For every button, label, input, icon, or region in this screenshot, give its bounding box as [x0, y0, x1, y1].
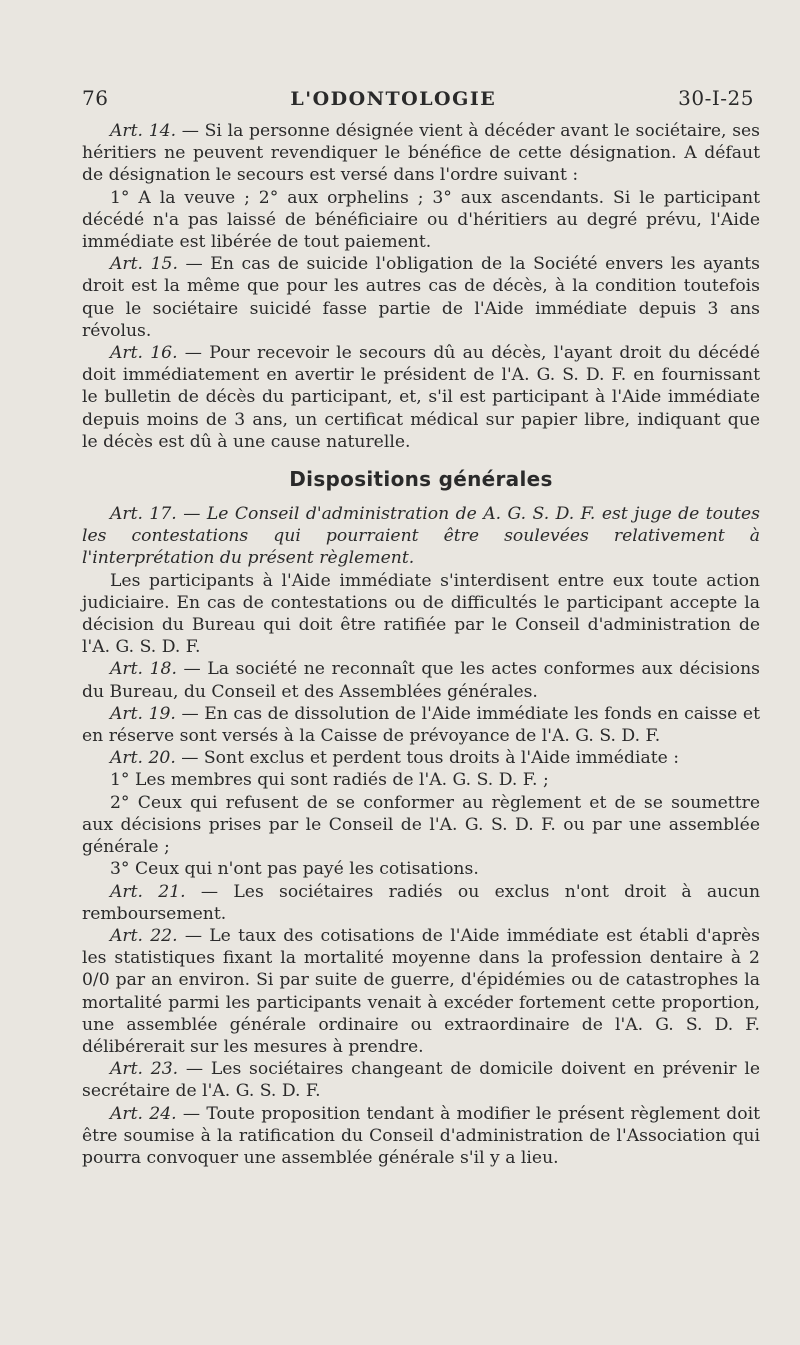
article-paragraph [82, 1103, 760, 1170]
article-paragraph [82, 187, 760, 254]
article-text: — Le taux des cotisations de l'Aide immédiate est établi d'après les statistiques fixant la mortalité moyenne dans la profession dentaire à 2 0/0 par an environ. Si par suite de guerre, d'épidémies ou de catastrophes la mortalité parmi les participants venait à excéder fortement cette proportion, une assemblée générale ordinaire ou extraordinaire de l'A. G. S. D. F. délibérerait sur les mesures à prendre. [82, 925, 760, 1057]
article-number: Art. 16. [110, 343, 178, 364]
issue-date: 30-I-25 [678, 86, 754, 110]
article-text: 3° Ceux qui n'ont pas payé les cotisations. [110, 859, 479, 880]
article-text: — Les sociétaires changeant de domicile doivent en prévenir le secrétaire de l'A. G. S. D. F. [82, 1059, 761, 1102]
article-paragraph [82, 925, 760, 1058]
journal-title: L'ODONTOLOGIE [290, 88, 497, 110]
article-text: — Pour recevoir le secours dû au décès, l'ayant droit du décédé doit immédiatement en avertir le président de l'A. G. S. D. F. en fournissant le bulletin de décès du participant, et, s'il est participant à l'Aide immédiate depuis moins de 3 ans, un certificat médical sur papier libre, indiquant que le décès est dû à une cause naturelle. [82, 343, 761, 452]
article-paragraph [82, 570, 760, 659]
article-text: — Si la personne désignée vient à décéder avant le sociétaire, ses héritiers ne peuvent revendiquer le bénéfice de cette désignation. A défaut de désignation le secours est versé dans l'ordre suivant : [82, 121, 761, 186]
article-text: 2° Ceux qui refusent de se conformer au règlement et de se soumettre aux décisions prises par le Conseil de l'A. G. S. D. F. ou par une assemblée générale ; [82, 792, 760, 858]
article-number: Art. 14. [110, 121, 177, 141]
article-text: — La société ne reconnaît que les actes conformes aux décisions du Bureau, du Conseil et des Assemblées générales. [82, 659, 760, 702]
article-text: — En cas de suicide l'obligation de la Société envers les ayants droit est la même que pour les autres cas de décès, à la condition toutefois que le sociétaire suicidé fasse partie de l'Aide immédiate depuis 3 ans révolus. [82, 254, 760, 341]
article-paragraph [82, 503, 760, 570]
article-number: Art. 15. [110, 254, 178, 275]
section-heading: Dispositions générales [289, 467, 553, 492]
articles-block-1 [82, 120, 760, 453]
article-paragraph [82, 120, 760, 187]
article-number: Art. 20. [110, 748, 176, 769]
article-number: Art. 23. [110, 1059, 179, 1080]
article-paragraph [82, 747, 760, 769]
article-text: — Toute proposition tendant à modifier le présent règlement doit être soumise à la ratification du Conseil d'administration de l'Association qui pourra convoquer une assemblée générale s'il y a lieu. [82, 1103, 761, 1168]
article-paragraph [82, 769, 760, 791]
article-paragraph [82, 703, 760, 747]
article-number: Art. 22. [110, 925, 178, 946]
article-paragraph [82, 858, 760, 880]
article-paragraph [82, 658, 760, 702]
article-text: Les participants à l'Aide immédiate s'interdisent entre eux toute action judiciaire. En cas de contestations ou de difficultés le participant accepte la décision du Bureau qui doit être ratifiée par le Conseil d'administration de l'A. G. S. D. F. [82, 570, 760, 658]
article-paragraph [82, 792, 760, 859]
page-number: 76 [82, 86, 109, 110]
article-text: 1° A la veuve ; 2° aux orphelins ; 3° aux ascendants. Si le participant décédé n'a pas laissé de bénéficiaire ou d'héritiers au degré prévu, l'Aide immédiate est libérée de tout paiement. [82, 187, 760, 253]
running-header [82, 86, 760, 110]
article-paragraph [82, 253, 760, 342]
article-paragraph [82, 881, 760, 925]
article-number: Art. 19. [110, 703, 176, 724]
articles-block-2 [82, 503, 760, 1169]
article-number: Art. 24. [110, 1103, 177, 1124]
article-text: — Les sociétaires radiés ou exclus n'ont droit à aucun remboursement. [82, 881, 761, 924]
article-paragraph [82, 342, 760, 453]
article-text: 1° Les membres qui sont radiés de l'A. G. S. D. F. ; [110, 770, 549, 791]
article-text: — En cas de dissolution de l'Aide immédiate les fonds en caisse et en réserve sont versés à la Caisse de prévoyance de l'A. G. S. D. F. [82, 703, 761, 747]
article-text: — Sont exclus et perdent tous droits à l'Aide immédiate : [175, 748, 680, 769]
article-number: Art. 21. [110, 881, 186, 902]
article-paragraph [82, 1058, 760, 1102]
article-number: Art. 17. [110, 504, 177, 525]
article-text: — Le Conseil d'administration de A. G. S. D. F. est juge de toutes les contestations qui pourraient être soulevées relativement à l'interprétation du présent règlement. [82, 504, 760, 569]
article-number: Art. 18. [110, 659, 177, 680]
